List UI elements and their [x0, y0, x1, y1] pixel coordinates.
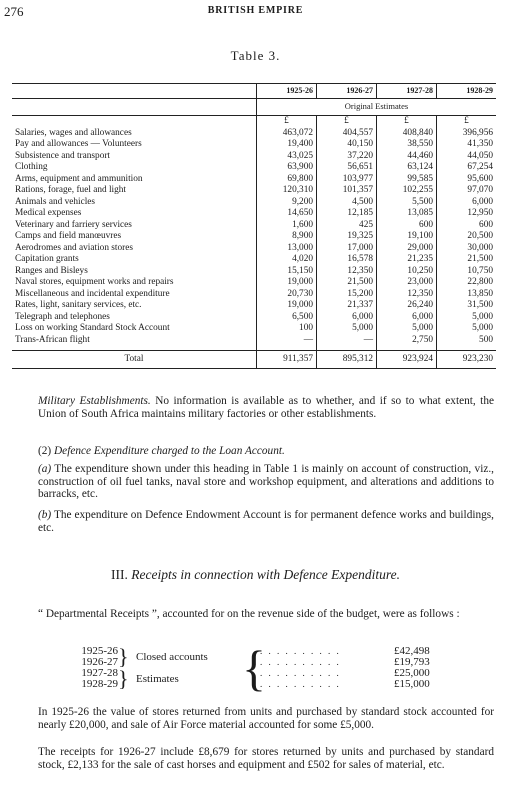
table-row [12, 185, 496, 197]
row-label: Subsistence and transport [15, 150, 111, 161]
row-label: Miscellaneous and incidental expenditure [15, 288, 170, 299]
paragraph-a [16, 463, 494, 501]
row-label: Loss on working Standard Stock Account [15, 323, 170, 333]
paragraph-b [16, 509, 494, 534]
table-cell: 408,840 [377, 128, 437, 140]
paragraph-a-text: The expenditure shown under this heading in Table 1 is mainly on account of construction, viz., construction of oil fuel tanks, naval store and workshop equipment, and alterations and additions to barracks, etc. [38, 463, 495, 501]
paragraph-b-label: (b) [38, 509, 52, 521]
total-label: Total [12, 351, 257, 369]
receipt-year: 1926-27 [81, 656, 118, 668]
col-header-1927-28: 1927-28 [377, 84, 437, 99]
table-cell: 63,900 [257, 162, 317, 174]
table-cell: 56,651 [317, 162, 377, 174]
col-header-1926-27: 1926-27 [317, 84, 377, 99]
table-cell: 9,200 [257, 197, 317, 209]
table-cell: 67,254 [437, 162, 497, 174]
row-label: Pay and allowances — Volunteers [15, 139, 142, 149]
table-cell: 425 [317, 220, 377, 232]
table-row [12, 151, 496, 163]
table-unit-row [12, 116, 496, 128]
page-number: 276 [4, 4, 24, 19]
table-body [12, 116, 496, 351]
table-cell: 15,200 [317, 289, 377, 301]
table-row [12, 300, 496, 312]
unit-row-spacer [12, 116, 257, 128]
paragraph-1925-text: In 1925-26 the value of stores returned from units and purchased by standard stock accounted for nearly £20,000, and sale of Air Force material accounted for some £5,000. [38, 706, 494, 731]
table-cell: 12,350 [377, 289, 437, 301]
row-label: Aerodromes and aviation stores [15, 242, 133, 253]
expenditure-table [12, 83, 496, 369]
table-cell: 44,050 [437, 151, 497, 163]
table-cell: 6,500 [257, 312, 317, 324]
table-cell: 600 [437, 220, 497, 232]
table-cell: 100 [257, 323, 317, 335]
table-row [12, 323, 496, 335]
table-cell: 44,460 [377, 151, 437, 163]
table-cell: 30,000 [437, 243, 497, 255]
table-cell: — [317, 335, 377, 351]
table-cell: 97,070 [437, 185, 497, 197]
table-row [12, 231, 496, 243]
table-cell: 10,250 [377, 266, 437, 278]
table-cell: 63,124 [377, 162, 437, 174]
table-cell: 8,900 [257, 231, 317, 243]
table-subheader-row [12, 99, 496, 116]
total-cell: 895,312 [317, 351, 377, 369]
row-label: Medical expenses [15, 208, 82, 218]
table-cell: 21,337 [317, 300, 377, 312]
receipt-amount: £19,793 [394, 656, 430, 668]
table-total-row [12, 351, 496, 369]
table-row [12, 266, 496, 278]
section-number: III. [111, 567, 128, 582]
paragraph-b-text: The expenditure on Defence Endowment Account is for permanent defence works and buildings, etc. [38, 509, 494, 534]
table-cell: 38,550 [377, 139, 437, 151]
section-heading [0, 567, 511, 583]
table-cell: 16,578 [317, 254, 377, 266]
table-title: Table 3. [230, 48, 281, 63]
receipt-year: 1928-29 [81, 678, 118, 690]
table-row [12, 128, 496, 140]
table-cell: 2,750 [377, 335, 437, 351]
row-label: Naval stores, equipment works and repairs [15, 277, 174, 287]
table-cell: 95,600 [437, 174, 497, 186]
closed-accounts-label: Closed accounts [136, 651, 208, 663]
row-label: Animals and vehicles [15, 196, 96, 207]
receipts-intro [16, 608, 494, 621]
table-year-header-row [12, 84, 496, 99]
table-row [12, 335, 496, 351]
table-cell: 463,072 [257, 128, 317, 140]
table-row [12, 254, 496, 266]
military-establishments-text: No information is available as to whether, and if so to what extent, the Union of South Africa maintains military factories or other establishments. [38, 395, 494, 420]
receipt-year: 1925-26 [81, 645, 118, 657]
table-cell: 19,000 [257, 300, 317, 312]
table-cell: 26,240 [377, 300, 437, 312]
row-label: Capitation grants [15, 254, 79, 264]
table-cell: 69,800 [257, 174, 317, 186]
table-cell: — [257, 335, 317, 351]
leader-dots: . . . . . . . . . . . . . . . . . . . . . . . . . . . . . . . . . . . . . . . . [260, 646, 341, 689]
table-cell: 5,000 [317, 323, 377, 335]
page-header [0, 4, 511, 20]
table-subheader-spacer [12, 99, 257, 116]
receipts-years [78, 646, 118, 690]
table-row [12, 289, 496, 301]
table-cell: 31,500 [437, 300, 497, 312]
table-cell: 6,000 [317, 312, 377, 324]
table-cell: 20,730 [257, 289, 317, 301]
section-title: Receipts in connection with Defence Expenditure. [131, 567, 400, 582]
row-label: Salaries, wages and allowances [15, 127, 132, 138]
col-header-1928-29: 1928-29 [437, 84, 497, 99]
row-label: Rates, light, sanitary services, etc. [15, 300, 142, 310]
table-cell: 1,600 [257, 220, 317, 232]
table-cell: 5,000 [437, 312, 497, 324]
table-cell: 5,000 [377, 323, 437, 335]
table-row [12, 139, 496, 151]
table-cell: 21,500 [317, 277, 377, 289]
estimates-label: Estimates [136, 673, 179, 685]
paragraph-a-label: (a) [38, 463, 52, 475]
unit-cell: £ [317, 116, 377, 128]
table-row [12, 220, 496, 232]
row-label: Camps and field manœuvres [15, 231, 122, 241]
total-cell: 911,357 [257, 351, 317, 369]
paragraph-1926 [16, 746, 494, 771]
table-row [12, 243, 496, 255]
table-cell: 17,000 [317, 243, 377, 255]
table-cell: 6,000 [437, 197, 497, 209]
loan-account-subheading [16, 445, 494, 458]
table-cell: 20,500 [437, 231, 497, 243]
receipt-amount: £25,000 [394, 667, 430, 679]
total-cell: 923,230 [437, 351, 497, 369]
closed-brace: } [118, 644, 129, 669]
row-label: Trans-African flight [15, 334, 90, 345]
table-cell: 120,310 [257, 185, 317, 197]
table-cell: 19,100 [377, 231, 437, 243]
table-cell: 41,350 [437, 139, 497, 151]
table-cell: 40,150 [317, 139, 377, 151]
receipts-intro-text: “ Departmental Receipts ”, accounted for on the revenue side of the budget, were as follows : [38, 608, 460, 620]
table-row [12, 162, 496, 174]
table-cell: 101,357 [317, 185, 377, 197]
table-cell: 99,585 [377, 174, 437, 186]
table-cell: 22,800 [437, 277, 497, 289]
table-cell: 396,956 [437, 128, 497, 140]
table-cell: 10,750 [437, 266, 497, 278]
estimates-brace: } [118, 666, 129, 691]
subheading-title: Defence Expenditure charged to the Loan Account. [54, 445, 285, 457]
military-establishments-paragraph [16, 395, 494, 420]
table-cell: 21,235 [377, 254, 437, 266]
row-label: Ranges and Bisleys [15, 265, 88, 276]
table-cell: 21,500 [437, 254, 497, 266]
row-label: Clothing [15, 162, 48, 172]
row-label: Telegraph and telephones [15, 311, 110, 322]
unit-cell: £ [377, 116, 437, 128]
subheading-number: (2) [38, 445, 52, 457]
table-cell: 103,977 [317, 174, 377, 186]
military-establishments-heading: Military Establishments. [38, 395, 151, 407]
table-corner-cell [12, 84, 257, 99]
table-cell: 12,185 [317, 208, 377, 220]
original-estimates-label: Original Estimates [257, 99, 497, 116]
row-label: Arms, equipment and ammunition [15, 173, 143, 184]
table-cell: 5,500 [377, 197, 437, 209]
table-row [12, 277, 496, 289]
running-title: BRITISH EMPIRE [207, 5, 304, 16]
amounts-brace: { [242, 640, 266, 696]
table-cell: 23,000 [377, 277, 437, 289]
table-row [12, 174, 496, 186]
table-cell: 19,400 [257, 139, 317, 151]
table-cell: 29,000 [377, 243, 437, 255]
receipts-list [78, 640, 498, 696]
unit-cell: £ [437, 116, 497, 128]
table-cell: 37,220 [317, 151, 377, 163]
table-cell: 4,020 [257, 254, 317, 266]
table-cell: 102,255 [377, 185, 437, 197]
table-cell: 15,150 [257, 266, 317, 278]
table-cell: 4,500 [317, 197, 377, 209]
receipt-amount: £15,000 [394, 678, 430, 690]
table-cell: 6,000 [377, 312, 437, 324]
total-cell: 923,924 [377, 351, 437, 369]
row-label: Veterinary and farriery services [15, 219, 132, 230]
unit-cell: £ [257, 116, 317, 128]
paragraph-1925 [16, 706, 494, 731]
table-cell: 600 [377, 220, 437, 232]
paragraph-1926-text: The receipts for 1926-27 include £8,679 for stores returned by units and purchased by standard stock, £2,133 for the sale of cast horses and equipment and £502 for sales of material, etc. [38, 746, 494, 771]
table-cell: 12,950 [437, 208, 497, 220]
receipts-amounts [394, 646, 474, 690]
table-cell: 19,000 [257, 277, 317, 289]
table-cell: 43,025 [257, 151, 317, 163]
col-header-1925-26: 1925-26 [257, 84, 317, 99]
table-cell: 19,325 [317, 231, 377, 243]
table-cell: 404,557 [317, 128, 377, 140]
table-row [12, 312, 496, 324]
table-cell: 5,000 [437, 323, 497, 335]
receipt-year: 1927-28 [81, 667, 118, 679]
table-cell: 13,000 [257, 243, 317, 255]
table-cell: 14,650 [257, 208, 317, 220]
table-cell: 13,850 [437, 289, 497, 301]
table-row [12, 208, 496, 220]
table-row [12, 197, 496, 209]
table-cell: 13,085 [377, 208, 437, 220]
table-cell: 500 [437, 335, 497, 351]
receipt-amount: £42,498 [394, 645, 430, 657]
table-cell: 12,350 [317, 266, 377, 278]
row-label: Rations, forage, fuel and light [15, 185, 127, 195]
